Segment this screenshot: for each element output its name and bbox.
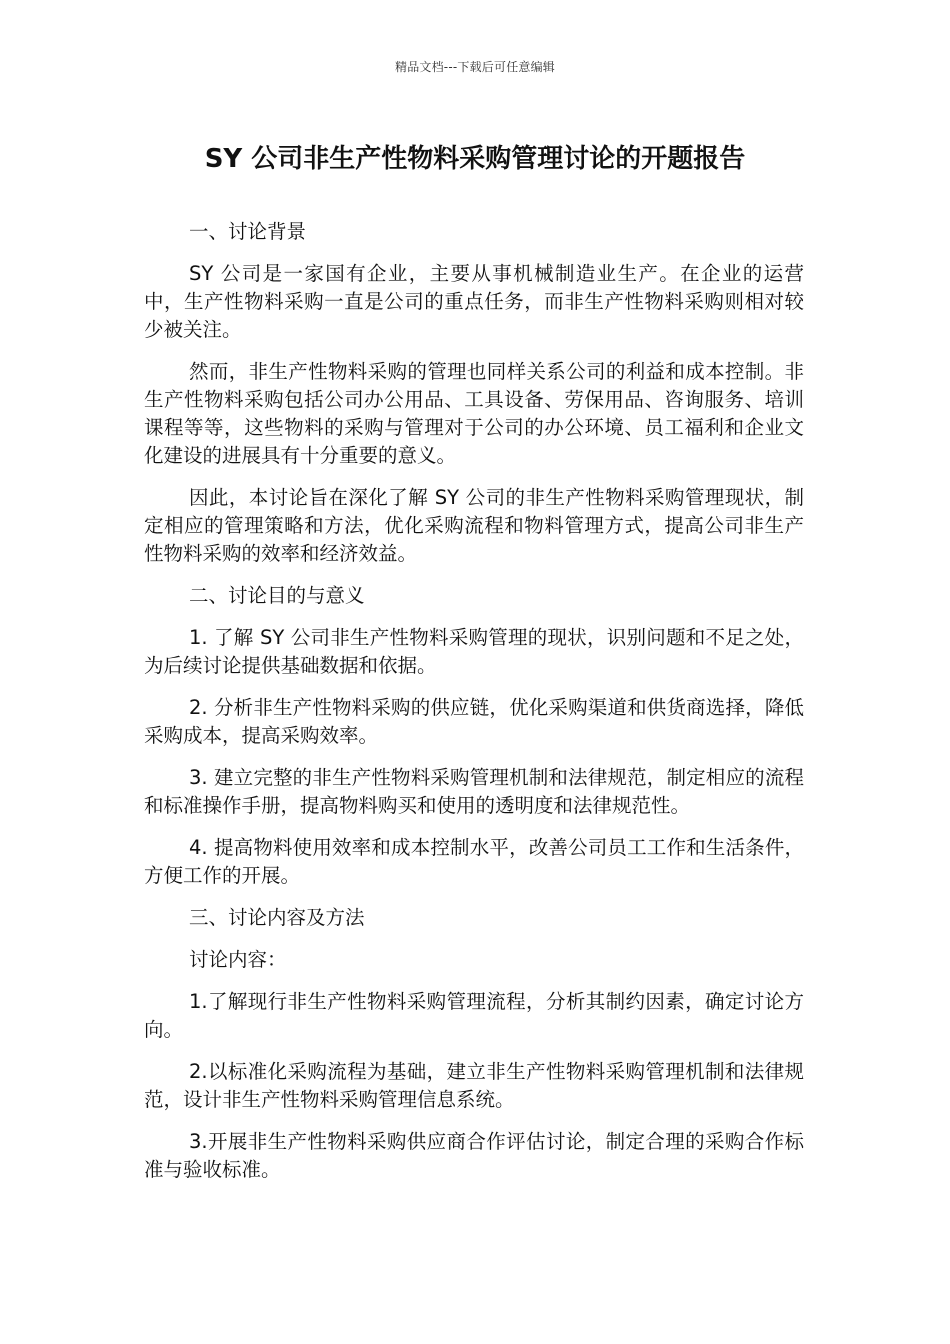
subheading-content: 讨论内容： — [189, 948, 287, 971]
list-item-purpose-1: 1. 了解 SY 公司非生产性物料采购管理的现状，识别问题和不足之处，为后续讨论提供基础数据和依据。 — [144, 626, 804, 677]
list-item-content-3: 3.开展非生产性物料采购供应商合作评估讨论，制定合理的采购合作标准与验收标准。 — [144, 1130, 804, 1181]
list-item-purpose-2: 2. 分析非生产性物料采购的供应链，优化采购渠道和供货商选择，降低采购成本，提高采购效率。 — [144, 696, 804, 747]
section-heading-content-method: 三、讨论内容及方法 — [189, 906, 365, 929]
document-body — [144, 218, 804, 1198]
list-item-content-2: 2.以标准化采购流程为基础，建立非生产性物料采购管理机制和法律规范，设计非生产性物料采购管理信息系统。 — [144, 1060, 804, 1111]
paragraph-non-production-importance: 然而，非生产性物料采购的管理也同样关系公司的利益和成本控制。非生产性物料采购包括公司办公用品、工具设备、劳保用品、咨询服务、培训课程等等，这些物料的采购与管理对于公司的办公环境、员工福利和企业文化建设的进展具有十分重要的意义。 — [144, 360, 804, 467]
header-note: 精品文档---下载后可任意编辑 — [395, 60, 555, 74]
section-heading-background: 一、讨论背景 — [189, 220, 307, 243]
list-item-purpose-3: 3. 建立完整的非生产性物料采购管理机制和法律规范，制定相应的流程和标准操作手册，提高物料购买和使用的透明度和法律规范性。 — [144, 766, 804, 817]
section-heading-purpose: 二、讨论目的与意义 — [189, 584, 365, 607]
list-item-purpose-4: 4. 提高物料使用效率和成本控制水平，改善公司员工工作和生活条件，方便工作的开展。 — [144, 836, 804, 887]
paragraph-company-intro: SY 公司是一家国有企业，主要从事机械制造业生产。在企业的运营中，生产性物料采购一直是公司的重点任务，而非生产性物料采购则相对较少被关注。 — [144, 262, 804, 341]
list-item-content-1: 1.了解现行非生产性物料采购管理流程，分析其制约因素，确定讨论方向。 — [144, 990, 804, 1041]
document-title: SY 公司非生产性物料采购管理讨论的开题报告 — [204, 144, 746, 174]
paragraph-research-aim: 因此，本讨论旨在深化了解 SY 公司的非生产性物料采购管理现状，制定相应的管理策略和方法，优化采购流程和物料管理方式，提高公司非生产性物料采购的效率和经济效益。 — [144, 486, 804, 565]
